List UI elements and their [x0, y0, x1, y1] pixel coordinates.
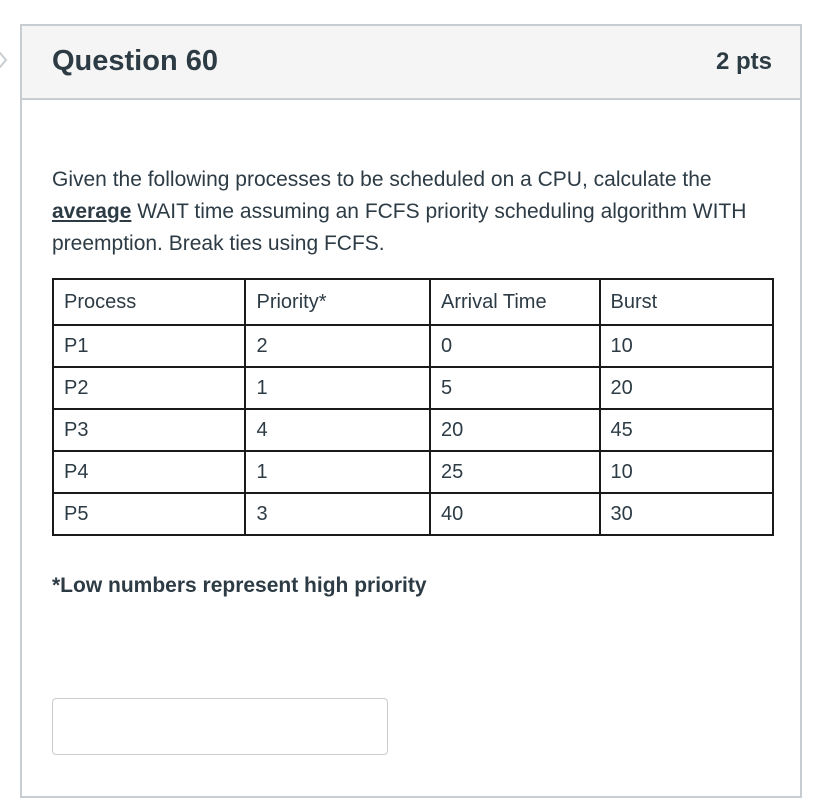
table-cell: 3	[245, 493, 430, 535]
table-cell: 5	[430, 367, 600, 409]
table-cell: 20	[430, 409, 600, 451]
question-points: 2 pts	[715, 48, 772, 75]
table-cell: 45	[600, 409, 773, 451]
question-text-part-1: Given the following processes to be scheduled on a CPU, calculate the	[52, 168, 712, 191]
table-row	[53, 409, 773, 451]
table-cell: 25	[430, 451, 600, 493]
table-cell: P4	[53, 451, 245, 493]
table-cell: 10	[600, 451, 773, 493]
question-card	[20, 24, 802, 798]
table-cell: P3	[53, 409, 245, 451]
question-text	[52, 164, 782, 260]
table-cell: 20	[600, 367, 773, 409]
answer-input[interactable]	[52, 698, 388, 755]
table-header-row	[53, 279, 773, 325]
table-cell: P2	[53, 367, 245, 409]
question-text-emphasis: average	[52, 200, 132, 223]
table-cell: P5	[53, 493, 245, 535]
table-cell: 40	[430, 493, 600, 535]
table-header-cell: Priority*	[245, 279, 430, 325]
table-cell: 1	[245, 367, 430, 409]
process-table	[52, 278, 774, 536]
table-row	[53, 325, 773, 367]
table-cell: 10	[600, 325, 773, 367]
table-cell: 2	[245, 325, 430, 367]
table-row	[53, 451, 773, 493]
table-row	[53, 367, 773, 409]
table-row	[53, 493, 773, 535]
table-cell: 4	[245, 409, 430, 451]
question-header	[22, 26, 800, 100]
question-text-part-2: WAIT time assuming an FCFS priority scheduling algorithm WITH preemption. Break ties using FCFS.	[52, 200, 747, 255]
table-header-cell: Process	[53, 279, 245, 325]
table-cell: P1	[53, 325, 245, 367]
table-cell: 0	[430, 325, 600, 367]
table-header-cell: Arrival Time	[430, 279, 600, 325]
priority-footnote: *Low numbers represent high priority	[52, 574, 427, 597]
question-title: Question 60	[52, 45, 218, 77]
table-cell: 30	[600, 493, 773, 535]
table-cell: 1	[245, 451, 430, 493]
table-header-cell: Burst	[600, 279, 773, 325]
chevron-right-icon[interactable]	[0, 40, 10, 80]
